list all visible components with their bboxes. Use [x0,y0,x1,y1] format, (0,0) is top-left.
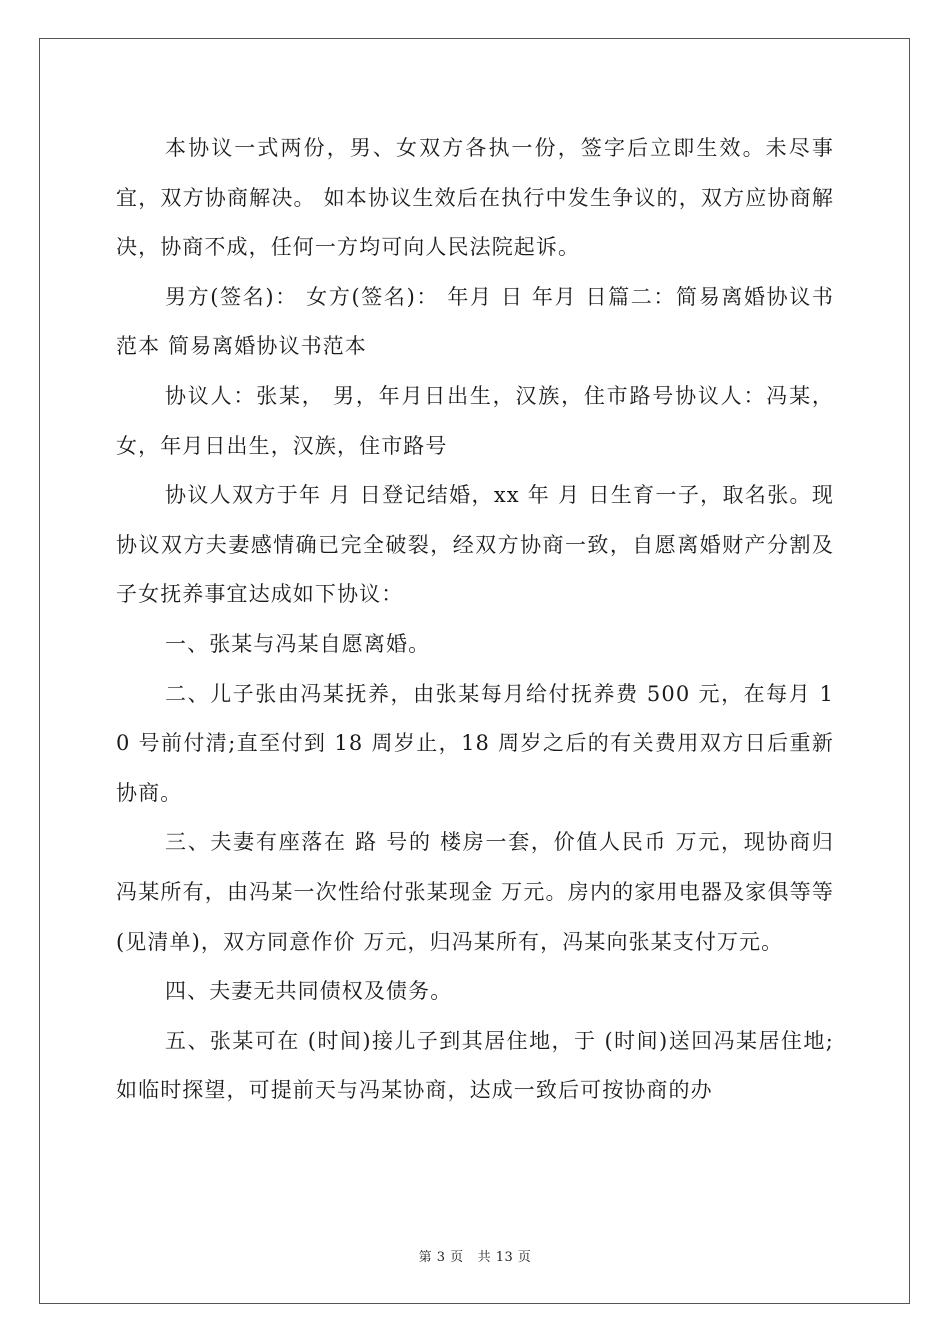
clause-5: 五、张某可在 (时间)接儿子到其居住地，于 (时间)送回冯某居住地;如临时探望，可提前天与冯某协商，达成一致后可按协商的办 [116,1028,834,1103]
paragraph-effectiveness: 本协议一式两份，男、女双方各执一份，签字后立即生效。未尽事宜，双方协商解决。 如本协议生效后在执行中发生争议的，双方应协商解决，协商不成，任何一方均可向人民法院起诉。 [116,136,834,260]
clause-2: 二、儿子张由冯某抚养，由张某每月给付抚养费 500 元，在每月 10 号前付清;直至付到 18 周岁止，18 周岁之后的有关费用双方日后重新协商。 [116,681,834,805]
page-footer [0,1246,950,1265]
document-body [116,124,834,1116]
paragraph-background: 协议人双方于年 月 日登记结婚，xx 年 月 日生育一子，取名张。现协议双方夫妻感情确已完全破裂，经双方协商一致，自愿离婚财产分割及子女抚养事宜达成如下协议： [116,483,834,607]
page-number: 第 3 页 [418,1250,464,1265]
clause-3: 三、夫妻有座落在 路 号的 楼房一套，价值人民币 万元，现协商归冯某所有，由冯某一次性给付张某现金 万元。房内的家用电器及家俱等等(见清单)，双方同意作价 万元，归冯某所有，冯某向张某支付万元。 [116,830,834,954]
clause-4: 四、夫妻无共同债权及债务。 [165,979,453,1004]
clause-1: 一、张某与冯某自愿离婚。 [165,631,431,656]
paragraph-parties: 协议人：张某， 男，年月日出生，汉族，住市路号协议人：冯某， 女，年月日出生，汉族，住市路号 [116,383,834,458]
page-total: 共 13 页 [477,1250,532,1265]
paragraph-signatures: 男方(签名)： 女方(签名)： 年月 日 年月 日篇二：简易离婚协议书范本 简易离婚协议书范本 [116,284,834,359]
